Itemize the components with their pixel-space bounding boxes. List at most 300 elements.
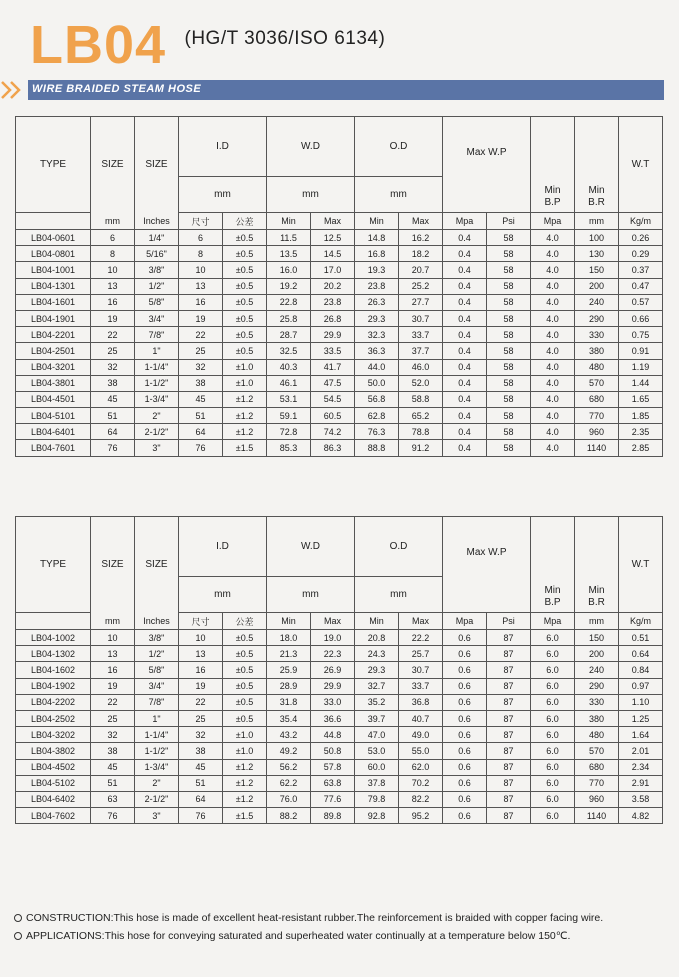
- table-row: [16, 759, 663, 775]
- table-cell: 480: [575, 359, 619, 375]
- table-cell: 25.2: [399, 278, 443, 294]
- table-cell: 51: [91, 408, 135, 424]
- table-cell: 1/2": [135, 646, 179, 662]
- table-cell: 0.97: [619, 678, 663, 694]
- table-cell: 45: [91, 391, 135, 407]
- table-cell: 62.2: [267, 775, 311, 791]
- table-cell: 1.85: [619, 408, 663, 424]
- table-cell: 2": [135, 775, 179, 791]
- table-cell: 25.7: [399, 646, 443, 662]
- table-cell: 4.0: [531, 440, 575, 456]
- table-cell: 0.47: [619, 278, 663, 294]
- table-cell: 4.0: [531, 343, 575, 359]
- table-cell: 570: [575, 743, 619, 759]
- table-cell: 0.4: [443, 310, 487, 326]
- table-cell: ±1.0: [223, 359, 267, 375]
- table-cell: 22.3: [311, 646, 355, 662]
- table-cell: 64: [179, 424, 223, 440]
- unit-mpa: Mpa: [531, 613, 575, 630]
- table-cell: 26.3: [355, 294, 399, 310]
- table-cell: LB04-1302: [16, 646, 91, 662]
- table-cell: 60.0: [355, 759, 399, 775]
- table-cell: ±0.5: [223, 630, 267, 646]
- table-cell: 5/8": [135, 294, 179, 310]
- table-cell: 6.0: [531, 727, 575, 743]
- table-cell: 1": [135, 710, 179, 726]
- table-cell: 33.5: [311, 343, 355, 359]
- table-cell: 19: [91, 310, 135, 326]
- table-cell: 62.0: [399, 759, 443, 775]
- col-wt: W.T: [619, 517, 663, 613]
- table-cell: 19: [91, 678, 135, 694]
- table-cell: 63.8: [311, 775, 355, 791]
- table-cell: 49.0: [399, 727, 443, 743]
- table-cell: 570: [575, 375, 619, 391]
- table-cell: 0.64: [619, 646, 663, 662]
- table-cell: 35.2: [355, 694, 399, 710]
- col-od: O.D: [355, 117, 443, 177]
- table-cell: 27.7: [399, 294, 443, 310]
- id-unit: mm: [179, 577, 267, 613]
- table-row: [16, 630, 663, 646]
- table-cell: 26.9: [311, 662, 355, 678]
- table-cell: LB04-3802: [16, 743, 91, 759]
- table-cell: 1.10: [619, 694, 663, 710]
- table-cell: 100: [575, 230, 619, 246]
- table-cell: LB04-3201: [16, 359, 91, 375]
- table-cell: 19: [179, 678, 223, 694]
- table-cell: ±1.0: [223, 727, 267, 743]
- table-cell: LB04-1002: [16, 630, 91, 646]
- table-cell: 16: [91, 662, 135, 678]
- table-cell: 0.6: [443, 727, 487, 743]
- table-cell: 45: [179, 391, 223, 407]
- table-cell: 0.4: [443, 408, 487, 424]
- table-cell: 4.0: [531, 359, 575, 375]
- table-cell: ±0.5: [223, 262, 267, 278]
- table-row: [16, 791, 663, 807]
- table-cell: 240: [575, 294, 619, 310]
- table-row: [16, 391, 663, 407]
- table-cell: 1-3/4": [135, 391, 179, 407]
- col-id: I.D: [179, 117, 267, 177]
- table-cell: 1.25: [619, 710, 663, 726]
- table-cell: 200: [575, 278, 619, 294]
- table-cell: 32: [179, 727, 223, 743]
- table-cell: ±0.5: [223, 694, 267, 710]
- table-cell: 25: [179, 343, 223, 359]
- table-cell: ±0.5: [223, 278, 267, 294]
- unit-max: Max: [311, 613, 355, 630]
- table-cell: 3.58: [619, 791, 663, 807]
- table-cell: 10: [91, 630, 135, 646]
- table-cell: 16.8: [355, 246, 399, 262]
- construction-text: CONSTRUCTION:This hose is made of excellent heat-resistant rubber.The reinforcement is braided with copper facing wire.: [26, 912, 604, 924]
- table-cell: LB04-1601: [16, 294, 91, 310]
- spec-table-1-body: [16, 230, 663, 457]
- table-cell: 25.8: [267, 310, 311, 326]
- table-cell: 85.3: [267, 440, 311, 456]
- table-cell: 6.0: [531, 630, 575, 646]
- table-cell: LB04-4501: [16, 391, 91, 407]
- table-cell: 0.51: [619, 630, 663, 646]
- table-cell: 0.6: [443, 678, 487, 694]
- table-row: [16, 278, 663, 294]
- table-cell: 30.7: [399, 310, 443, 326]
- table-cell: 1.44: [619, 375, 663, 391]
- table-row: [16, 808, 663, 824]
- table-cell: 19: [179, 310, 223, 326]
- col-minbr: Min B.R: [575, 117, 619, 213]
- table-cell: 44.8: [311, 727, 355, 743]
- table-cell: 200: [575, 646, 619, 662]
- table-cell: 3/8": [135, 630, 179, 646]
- table-cell: 4.0: [531, 327, 575, 343]
- table-cell: 33.7: [399, 327, 443, 343]
- table-cell: 4.0: [531, 408, 575, 424]
- table-row: [16, 710, 663, 726]
- table-cell: 6.0: [531, 791, 575, 807]
- table-cell: LB04-2502: [16, 710, 91, 726]
- table-cell: 8: [91, 246, 135, 262]
- table-cell: 20.2: [311, 278, 355, 294]
- table-cell: 87: [487, 743, 531, 759]
- table-cell: 6.0: [531, 646, 575, 662]
- table-cell: 4.0: [531, 262, 575, 278]
- standard-label: (HG/T 3036/ISO 6134): [184, 28, 386, 49]
- table-row: [16, 230, 663, 246]
- table-cell: 58: [487, 294, 531, 310]
- table-cell: LB04-2501: [16, 343, 91, 359]
- table-cell: ±1.0: [223, 375, 267, 391]
- table-cell: 21.3: [267, 646, 311, 662]
- table-cell: 22.2: [399, 630, 443, 646]
- table-cell: 0.6: [443, 630, 487, 646]
- table-cell: 0.6: [443, 743, 487, 759]
- table-cell: 25: [91, 710, 135, 726]
- table-cell: 32: [91, 727, 135, 743]
- table-cell: 1-1/2": [135, 743, 179, 759]
- table-cell: LB04-3202: [16, 727, 91, 743]
- table-cell: 2.35: [619, 424, 663, 440]
- table-cell: 13: [179, 278, 223, 294]
- table-cell: 38: [91, 375, 135, 391]
- table-cell: 3": [135, 808, 179, 824]
- table-cell: LB04-6402: [16, 791, 91, 807]
- table-cell: 0.6: [443, 808, 487, 824]
- banner-title: WIRE BRAIDED STEAM HOSE: [32, 83, 202, 95]
- table-cell: 82.2: [399, 791, 443, 807]
- table-cell: 31.8: [267, 694, 311, 710]
- table-cell: 4.0: [531, 294, 575, 310]
- table-cell: 57.8: [311, 759, 355, 775]
- table-cell: 58: [487, 408, 531, 424]
- unit-chicun: 尺寸: [179, 613, 223, 630]
- od-unit: mm: [355, 177, 443, 213]
- col-od: O.D: [355, 517, 443, 577]
- table-row: [16, 662, 663, 678]
- table-cell: 58: [487, 375, 531, 391]
- table-cell: ±1.2: [223, 775, 267, 791]
- table-cell: 87: [487, 646, 531, 662]
- table-cell: LB04-1001: [16, 262, 91, 278]
- table-cell: 2.34: [619, 759, 663, 775]
- table-cell: 20.7: [399, 262, 443, 278]
- table-cell: 6.0: [531, 743, 575, 759]
- table-cell: 240: [575, 662, 619, 678]
- table-cell: 23.8: [311, 294, 355, 310]
- table-cell: 18.2: [399, 246, 443, 262]
- table-cell: LB04-5101: [16, 408, 91, 424]
- table-cell: 88.8: [355, 440, 399, 456]
- table-cell: 4.0: [531, 246, 575, 262]
- table-cell: LB04-5102: [16, 775, 91, 791]
- table-cell: 87: [487, 694, 531, 710]
- table-cell: 63: [91, 791, 135, 807]
- table-cell: 5/16": [135, 246, 179, 262]
- table-cell: 28.7: [267, 327, 311, 343]
- col-maxwp: Max W.P: [443, 117, 531, 213]
- table-cell: ±1.2: [223, 759, 267, 775]
- table-cell: 0.4: [443, 262, 487, 278]
- table-row: [16, 246, 663, 262]
- table-cell: ±0.5: [223, 246, 267, 262]
- table-cell: 51: [179, 408, 223, 424]
- unit-blank: [16, 613, 91, 630]
- table-cell: 55.0: [399, 743, 443, 759]
- table-cell: 45: [91, 759, 135, 775]
- od-unit: mm: [355, 577, 443, 613]
- table-cell: 1140: [575, 440, 619, 456]
- table-cell: 58: [487, 310, 531, 326]
- table-cell: 2.85: [619, 440, 663, 456]
- table-cell: 960: [575, 791, 619, 807]
- table-cell: 0.4: [443, 375, 487, 391]
- table-cell: 87: [487, 727, 531, 743]
- table-cell: 0.4: [443, 440, 487, 456]
- table-cell: 40.3: [267, 359, 311, 375]
- unit-max: Max: [399, 613, 443, 630]
- table-cell: 0.84: [619, 662, 663, 678]
- unit-min: Min: [267, 213, 311, 230]
- table-row: [16, 262, 663, 278]
- table-cell: 16: [179, 294, 223, 310]
- table-cell: 46.0: [399, 359, 443, 375]
- table-cell: 32: [179, 359, 223, 375]
- table-cell: 37.8: [355, 775, 399, 791]
- table-cell: 87: [487, 808, 531, 824]
- table-cell: 58: [487, 440, 531, 456]
- table-cell: 19.0: [311, 630, 355, 646]
- unit-psi: Psi: [487, 213, 531, 230]
- table-cell: 59.1: [267, 408, 311, 424]
- notes: [14, 912, 603, 948]
- unit-chicun: 尺寸: [179, 213, 223, 230]
- table-cell: 29.3: [355, 662, 399, 678]
- table-row: [16, 775, 663, 791]
- table-cell: ±0.5: [223, 678, 267, 694]
- table-cell: 22.8: [267, 294, 311, 310]
- table-cell: 1/2": [135, 278, 179, 294]
- table-cell: LB04-3801: [16, 375, 91, 391]
- table-cell: 4.0: [531, 424, 575, 440]
- spec-table-2: [15, 516, 663, 824]
- table-cell: 32: [91, 359, 135, 375]
- applications-text: APPLICATIONS:This hose for conveying saturated and superheated water continually at a temperature below 150℃.: [26, 930, 571, 942]
- section-banner: [0, 80, 664, 100]
- table-cell: 47.5: [311, 375, 355, 391]
- unit-blank: [16, 213, 91, 230]
- table-row: [16, 678, 663, 694]
- table-cell: 13: [179, 646, 223, 662]
- table-cell: 2-1/2": [135, 791, 179, 807]
- table-cell: 23.8: [355, 278, 399, 294]
- table-cell: 770: [575, 408, 619, 424]
- table-cell: 29.9: [311, 678, 355, 694]
- table-row: [16, 294, 663, 310]
- table-cell: 44.0: [355, 359, 399, 375]
- table-cell: LB04-1602: [16, 662, 91, 678]
- header: [30, 15, 386, 75]
- col-size: SIZE: [91, 117, 135, 213]
- table-cell: 76.3: [355, 424, 399, 440]
- table-cell: 0.6: [443, 646, 487, 662]
- table-cell: 480: [575, 727, 619, 743]
- table-cell: 3/8": [135, 262, 179, 278]
- table-cell: 0.4: [443, 230, 487, 246]
- table-cell: 87: [487, 710, 531, 726]
- table-cell: ±0.5: [223, 710, 267, 726]
- table-cell: 14.8: [355, 230, 399, 246]
- table-cell: 7/8": [135, 327, 179, 343]
- table-cell: 14.5: [311, 246, 355, 262]
- table-cell: 58: [487, 359, 531, 375]
- table-cell: 18.0: [267, 630, 311, 646]
- table-cell: 58: [487, 424, 531, 440]
- table-cell: 51: [91, 775, 135, 791]
- table-cell: ±0.5: [223, 646, 267, 662]
- table-cell: ±1.2: [223, 408, 267, 424]
- table-cell: 10: [179, 630, 223, 646]
- table-cell: 20.8: [355, 630, 399, 646]
- table-row: [16, 327, 663, 343]
- note-applications: [14, 930, 603, 942]
- table-cell: 58.8: [399, 391, 443, 407]
- table-cell: 29.3: [355, 310, 399, 326]
- unit-min: Min: [267, 613, 311, 630]
- table-cell: ±0.5: [223, 662, 267, 678]
- table-cell: 38: [91, 743, 135, 759]
- table-cell: ±0.5: [223, 294, 267, 310]
- table-cell: 77.6: [311, 791, 355, 807]
- table-cell: 3/4": [135, 678, 179, 694]
- table-cell: 0.6: [443, 710, 487, 726]
- table-cell: LB04-1901: [16, 310, 91, 326]
- table-cell: ±1.5: [223, 440, 267, 456]
- table-cell: 0.6: [443, 775, 487, 791]
- table-cell: 53.1: [267, 391, 311, 407]
- table-cell: 28.9: [267, 678, 311, 694]
- table-cell: ±0.5: [223, 327, 267, 343]
- table-cell: 0.4: [443, 246, 487, 262]
- col-minbr: Min B.R: [575, 517, 619, 613]
- unit-min: Min: [355, 213, 399, 230]
- unit-kgm: Kg/m: [619, 213, 663, 230]
- table-cell: 76: [179, 808, 223, 824]
- circle-bullet-icon: [14, 914, 22, 922]
- table-cell: LB04-0801: [16, 246, 91, 262]
- col-wd: W.D: [267, 517, 355, 577]
- note-construction: [14, 912, 603, 924]
- table-cell: 8: [179, 246, 223, 262]
- table-row: [16, 646, 663, 662]
- table-cell: 16.2: [399, 230, 443, 246]
- table-cell: 76: [179, 440, 223, 456]
- unit-psi: Psi: [487, 613, 531, 630]
- table-cell: 1.64: [619, 727, 663, 743]
- table-cell: 26.8: [311, 310, 355, 326]
- col-wt: W.T: [619, 117, 663, 213]
- table-cell: 16: [179, 662, 223, 678]
- table-cell: 64: [179, 791, 223, 807]
- table-cell: 47.0: [355, 727, 399, 743]
- table-cell: 74.2: [311, 424, 355, 440]
- col-type: TYPE: [16, 517, 91, 613]
- table-cell: 290: [575, 310, 619, 326]
- table-cell: LB04-2201: [16, 327, 91, 343]
- table-cell: 0.57: [619, 294, 663, 310]
- table-cell: 0.6: [443, 662, 487, 678]
- table-row: [16, 359, 663, 375]
- table-cell: 4.0: [531, 230, 575, 246]
- table-cell: LB04-0601: [16, 230, 91, 246]
- table-cell: 54.5: [311, 391, 355, 407]
- wd-unit: mm: [267, 177, 355, 213]
- table-cell: 22: [91, 694, 135, 710]
- table-row: [16, 727, 663, 743]
- table-cell: 64: [91, 424, 135, 440]
- model-title: LB04: [30, 15, 167, 75]
- table-cell: 36.6: [311, 710, 355, 726]
- table-cell: 0.91: [619, 343, 663, 359]
- unit-gongcha: 公差: [223, 613, 267, 630]
- unit-mm: mm: [575, 213, 619, 230]
- table-cell: 1/4": [135, 230, 179, 246]
- table-cell: 17.0: [311, 262, 355, 278]
- table-cell: 40.7: [399, 710, 443, 726]
- table-row: [16, 440, 663, 456]
- table-cell: 58: [487, 278, 531, 294]
- unit-inches: Inches: [135, 213, 179, 230]
- table-cell: 33.0: [311, 694, 355, 710]
- table-cell: 7/8": [135, 694, 179, 710]
- table-cell: 53.0: [355, 743, 399, 759]
- table-cell: 0.4: [443, 424, 487, 440]
- table-cell: 58: [487, 343, 531, 359]
- table-cell: ±1.5: [223, 808, 267, 824]
- table-cell: 22: [179, 327, 223, 343]
- table-cell: LB04-2202: [16, 694, 91, 710]
- table-cell: 4.0: [531, 375, 575, 391]
- table-cell: 13: [91, 278, 135, 294]
- circle-bullet-icon: [14, 932, 22, 940]
- table-cell: LB04-1301: [16, 278, 91, 294]
- col-size2: SIZE: [135, 117, 179, 213]
- table-cell: 58: [487, 230, 531, 246]
- table-cell: 6.0: [531, 775, 575, 791]
- table-cell: 1-1/4": [135, 727, 179, 743]
- table-cell: 290: [575, 678, 619, 694]
